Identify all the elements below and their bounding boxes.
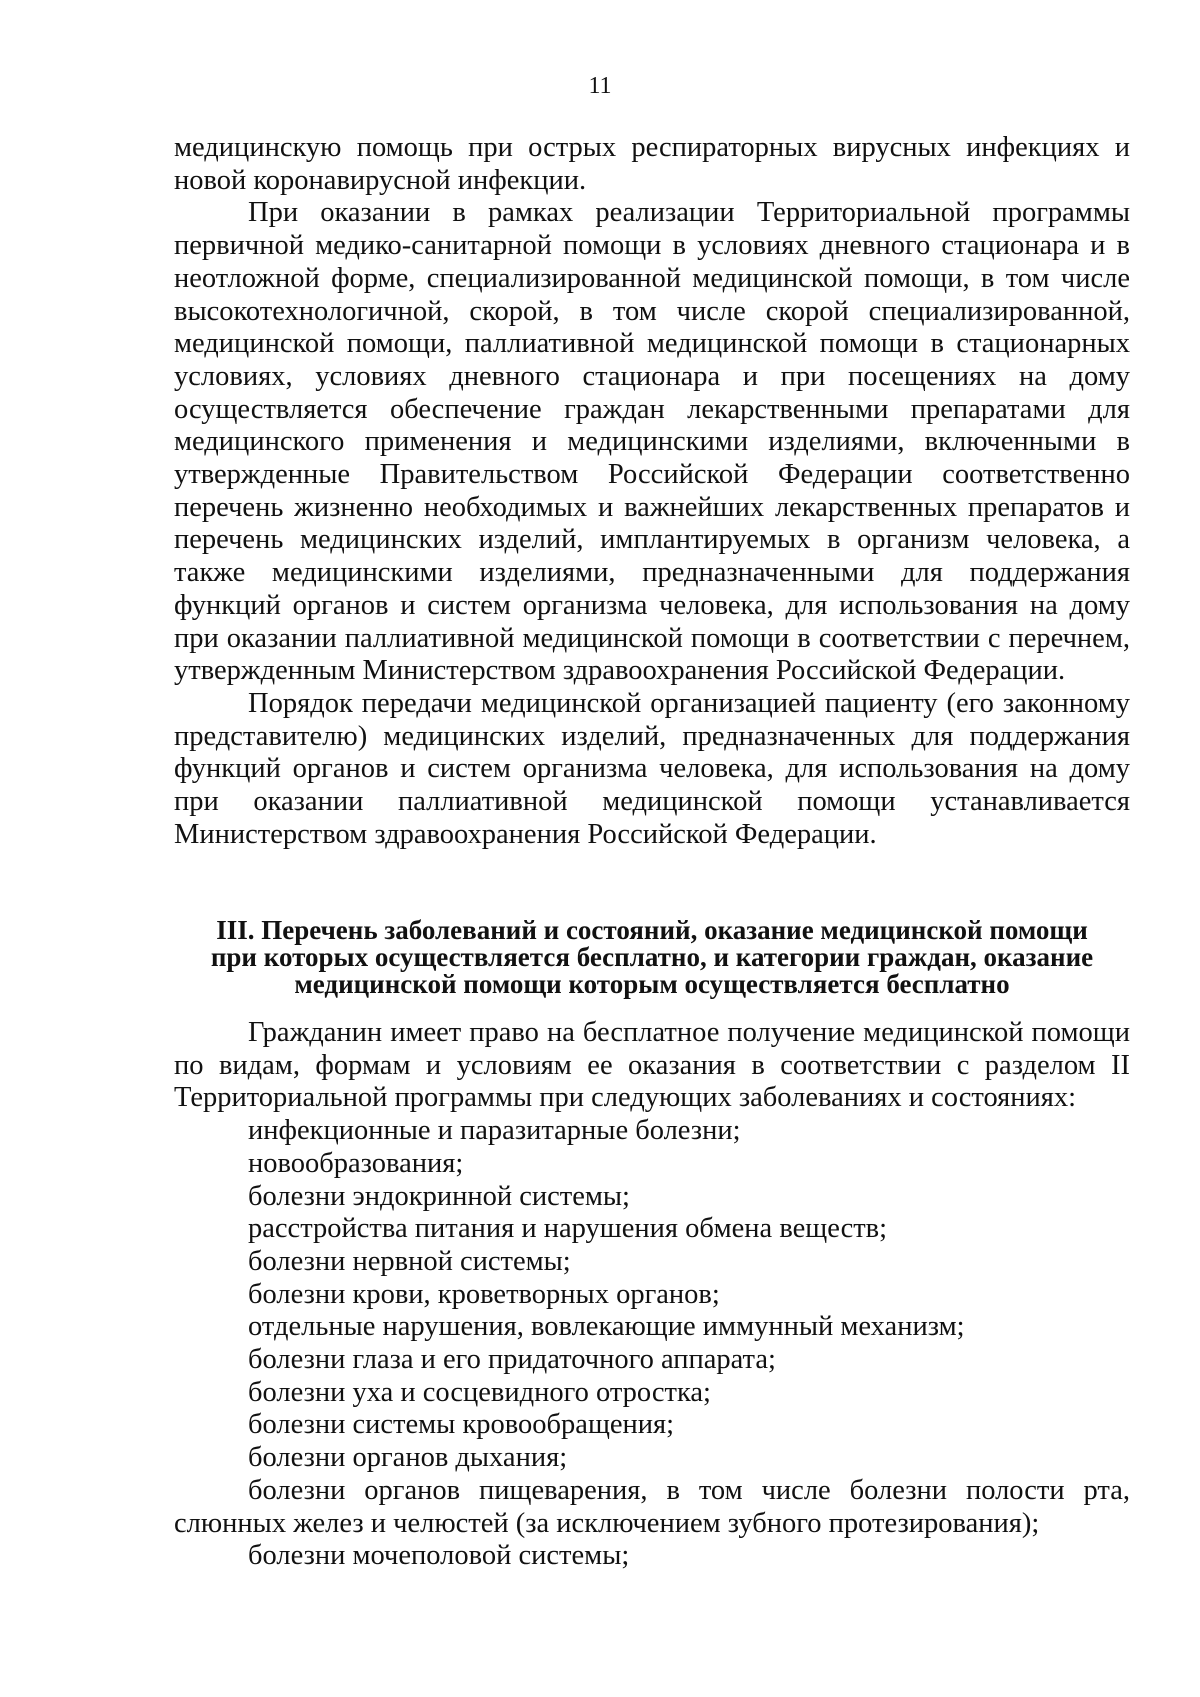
condition-list-item: болезни мочеполовой системы;	[248, 1540, 630, 1572]
section-heading-line: медицинской помощи которым осуществляется бесплатно	[294, 969, 1010, 999]
section-heading	[174, 917, 1130, 998]
text-block-top	[174, 132, 1130, 851]
paragraph-device-transfer-procedure: Порядок передачи медицинской организацией пациенту (его законному представителю) медицинских изделий, предназначенных для поддержания функций органов и систем организма человека, для использования на дому при оказании паллиативной медицинской помощи устанавливается Министерством здравоохранения Российской Федерации.	[174, 687, 1130, 850]
condition-list-item: отдельные нарушения, вовлекающие иммунный механизм;	[248, 1311, 965, 1343]
condition-list-item: болезни глаза и его придаточного аппарата;	[248, 1344, 776, 1376]
condition-list-item: новообразования;	[248, 1147, 464, 1179]
section-heading-line: III. Перечень заболеваний и состояний, оказание медицинской помощи	[216, 915, 1088, 945]
condition-list-item: инфекционные и паразитарные болезни;	[248, 1115, 741, 1147]
condition-list-item: болезни нервной системы;	[248, 1245, 571, 1277]
condition-list-item: болезни органов дыхания;	[248, 1442, 568, 1474]
paragraph-medication-provision: При оказании в рамках реализации Территориальной программы первичной медико-санитарной помощи в условиях дневного стационара и в неотложной форме, специализированной медицинской помощи, в том числе высокотехнологичной, скорой, в том числе скорой специализированной, медицинской помощи, паллиативной медицинской помощи в стационарных условиях, условиях дневного стационара и при посещениях на дому осуществляется обеспечение граждан лекарственными препаратами для медицинского применения и медицинскими изделиями, включенными в утвержденные Правительством Российской Федерации соответственно перечень жизненно необходимых и важнейших лекарственных препаратов и перечень медицинских изделий, имплантируемых в организм человека, а также медицинскими изделиями, предназначенными для поддержания функций органов и систем организма человека, для использования на дому при оказании паллиативной медицинской помощи в соответствии с перечнем, утвержденным Министерством здравоохранения Российской Федерации.	[174, 197, 1130, 687]
condition-list-item: болезни крови, кроветворных органов;	[248, 1278, 720, 1310]
conditions-list	[174, 1115, 1130, 1573]
condition-list-item: расстройства питания и нарушения обмена веществ;	[248, 1213, 888, 1245]
page-number: 11	[588, 73, 612, 99]
paragraph-intro-right-to-free-care: Гражданин имеет право на бесплатное получение медицинской помощи по видам, формам и условиям ее оказания в соответствии с разделом II Территориальной программы при следующих заболеваниях и состояниях:	[174, 1017, 1130, 1114]
paragraph-continuation: медицинскую помощь при острых респираторных вирусных инфекциях и новой коронавирусной инфекции.	[174, 132, 1130, 196]
condition-list-item: болезни уха и сосцевидного отростка;	[248, 1376, 711, 1408]
condition-list-item: болезни системы кровообращения;	[248, 1409, 675, 1441]
condition-list-item: болезни органов пищеварения, в том числе болезни полости рта, слюнных желез и челюстей (за исключением зубного протезирования);	[174, 1474, 1130, 1539]
condition-list-item: болезни эндокринной системы;	[248, 1180, 630, 1212]
section-heading-line: при которых осуществляется бесплатно, и категории граждан, оказание	[210, 942, 1094, 972]
text-block-bottom	[174, 1017, 1130, 1573]
